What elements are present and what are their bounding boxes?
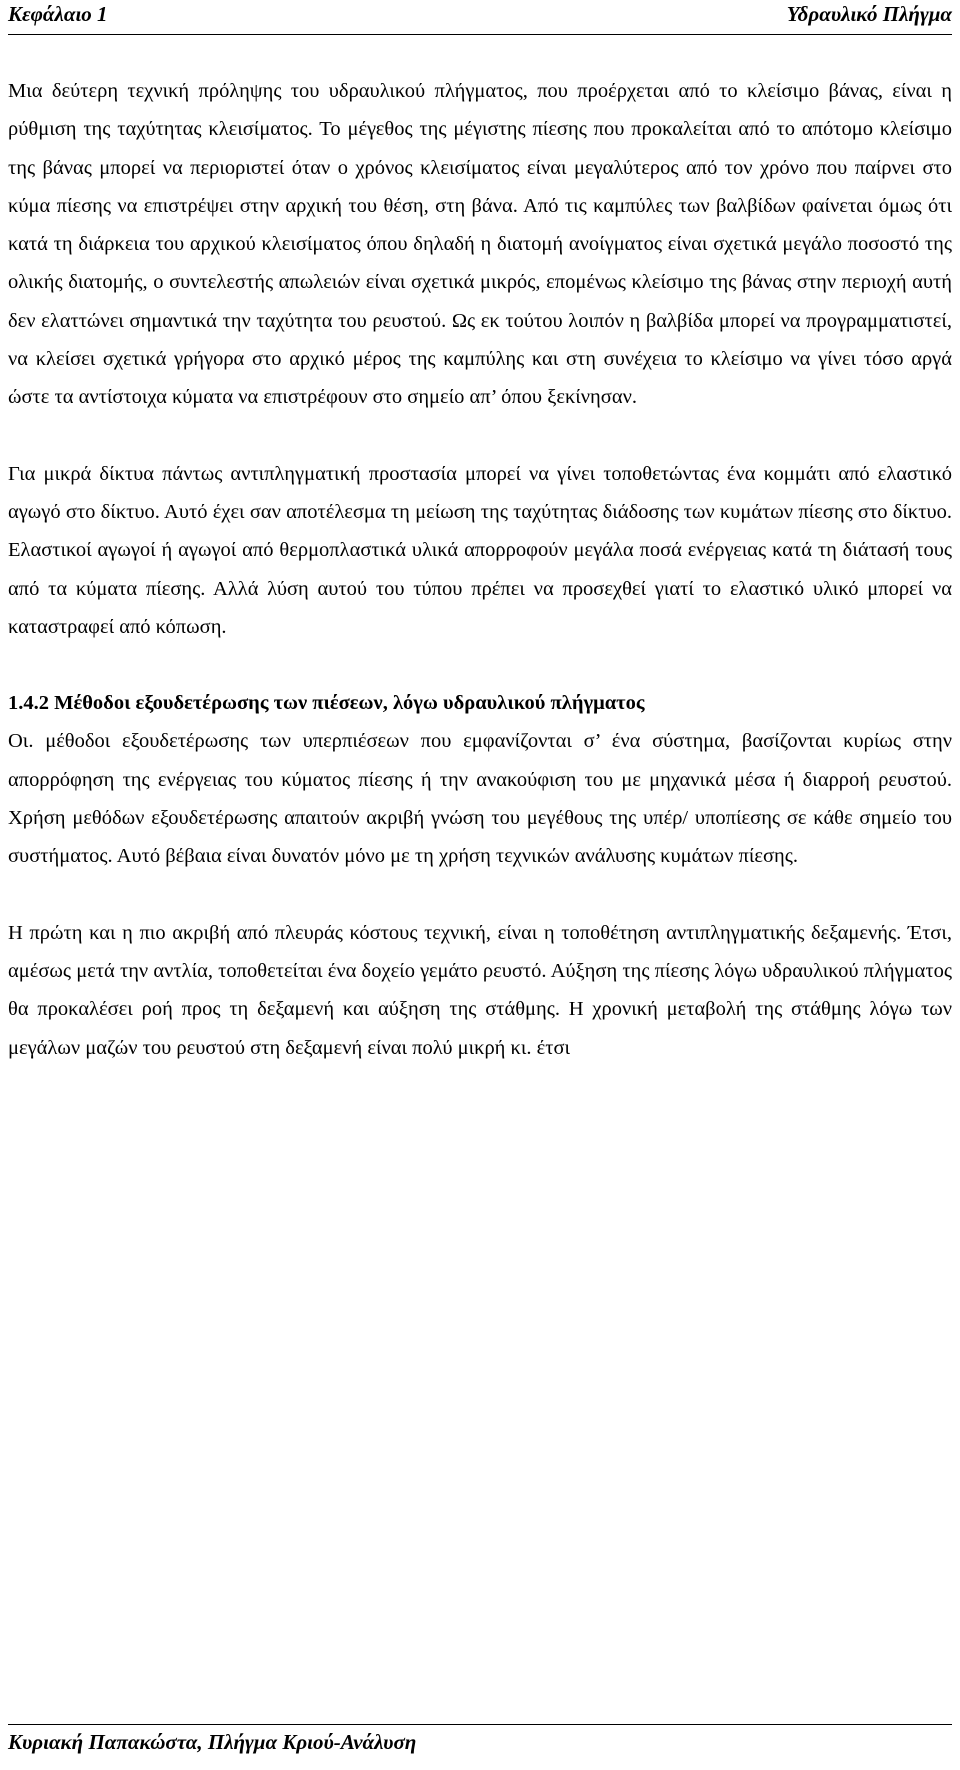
header-divider	[8, 34, 952, 35]
body-paragraph: Η πρώτη και η πιο ακριβή από πλευράς κόστους τεχνική, είναι η τοποθέτηση αντιπληγματικής δεξαμενής. Έτσι, αμέσως μετά την αντλία, τοποθετείται ένα δοχείο γεμάτο ρευστό. Αύξηση της πίεσης λόγω υδραυλικού πλήγματος θα προκαλέσει ροή προς τη δεξαμενή και αύξηση της στάθμης. Η χρονική μεταβολή της στάθμης λόγω των μεγάλων μαζών του ρευστού στη δεξαμενή είναι πολύ μικρή κι. έτσι	[8, 921, 952, 1059]
footer-divider	[8, 1724, 952, 1725]
body-paragraph: Για μικρά δίκτυα πάντως αντιπληγματική προστασία μπορεί να γίνει τοποθετώντας ένα κομμάτι από ελαστικό αγωγό στο δίκτυο. Αυτό έχει σαν αποτέλεσμα τη μείωση της ταχύτητας διάδοσης των κυμάτων πίεσης στο δίκτυο. Ελαστικοί αγωγοί ή αγωγοί από θερμοπλαστικά υλικά απορροφούν μεγάλα ποσά ενέργειας κατά τη διάτασή τους από τα κύματα πίεσης. Αλλά λύση αυτού του τύπου πρέπει να προσεχθεί γιατί το ελαστικό υλικό μπορεί να καταστραφεί από κόπωση.	[8, 462, 952, 638]
paragraph-spacer	[8, 876, 952, 914]
chapter-label: Κεφάλαιο 1	[8, 2, 108, 26]
page-header	[8, 2, 952, 32]
body-paragraph: Οι. μέθοδοι εξουδετέρωσης των υπερπιέσεων που εμφανίζονται σ’ ένα σύστημα, βασίζονται κυρίως στην απορρόφηση της ενέργειας του κύματος πίεσης ή την ανακούφιση του με μηχανικά μέσα ή διαρροή ρευστού. Χρήση μεθόδων εξουδετέρωσης απαιτούν ακριβή γνώση του μεγέθους της υπέρ/ υποπίεσης σε κάθε σημείο του συστήματος. Αυτό βέβαια είναι δυνατόν μόνο με τη χρήση τεχνικών ανάλυσης κυμάτων πίεσης.	[8, 730, 952, 868]
running-title: Υδραυλικό Πλήγμα	[786, 2, 952, 26]
body-paragraph: Μια δεύτερη τεχνική πρόληψης του υδραυλικού πλήγματος, που προέρχεται από το κλείσιμο βάνας, είναι η ρύθμιση της ταχύτητας κλεισίματος. Το μέγεθος της μέγιστης πίεσης που προκαλείται από το απότομο κλείσιμο της βάνας μπορεί να περιοριστεί όταν ο χρόνος κλεισίματος είναι μεγαλύτερος από τον χρόνο που παίρνει στο κύμα πίεσης να επιστρέψει στην αρχική του θέση, στη βάνα. Από τις καμπύλες των βαλβίδων φαίνεται όμως ότι κατά τη διάρκεια του αρχικού κλεισίματος όπου δηλαδή η διατομή ανοίγματος είναι σχετικά μεγάλο ποσοστό της ολικής διατομής, ο συντελεστής απωλειών είναι σχετικά μικρός, επομένως κλείσιμο της βάνας στην περιοχή αυτή δεν ελαττώνει σημαντικά την ταχύτητα του ρευστού. Ως εκ τούτου λοιπόν η βαλβίδα μπορεί να προγραμματιστεί, να κλείσει σχετικά γρήγορα στο αρχικό μέρος της καμπύλης και στη συνέχεια το κλείσιμο να γίνει τόσο αργά ώστε τα αντίστοιχα κύματα να επιστρέφουν στο σημείο απ’ όπου ξεκίνησαν.	[8, 80, 952, 409]
section-heading: 1.4.2 Μέθοδοι εξουδετέρωσης των πιέσεων, λόγω υδραυλικού πλήγματος	[8, 692, 645, 715]
paragraph-spacer	[8, 646, 952, 684]
page-footer: Κυριακή Παπακώστα, Πλήγμα Κριού-Ανάλυση	[8, 1730, 417, 1754]
page-body	[8, 72, 952, 1067]
paragraph-spacer	[8, 417, 952, 455]
